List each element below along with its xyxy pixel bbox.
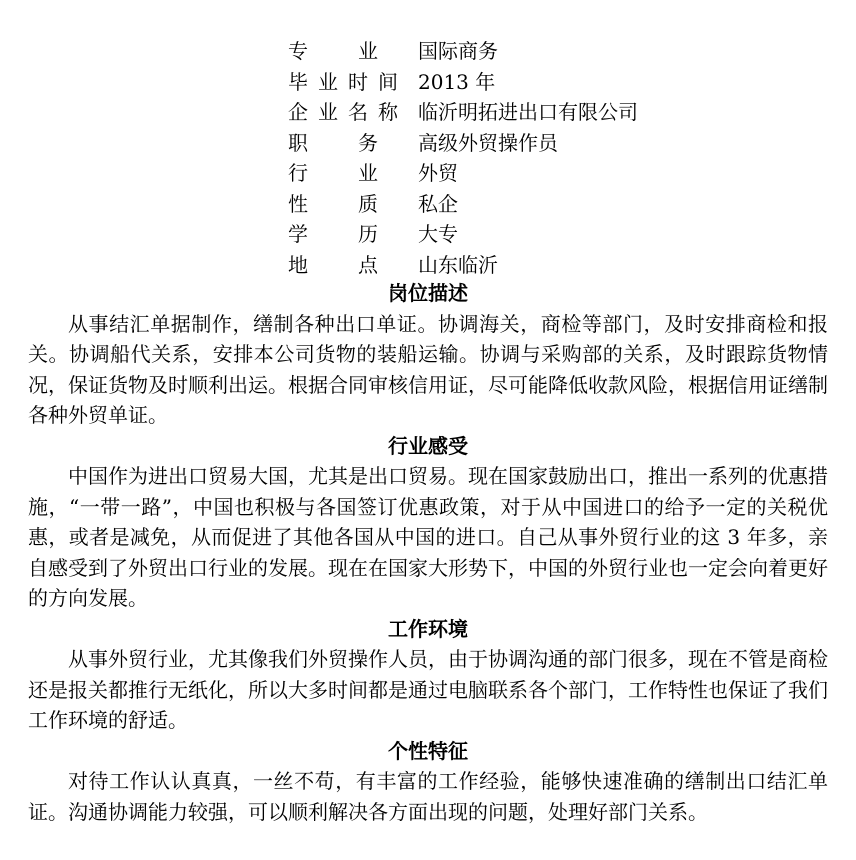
info-row-major (288, 36, 638, 67)
info-label: 专业 (288, 39, 378, 63)
info-row-position (288, 128, 638, 159)
info-row-graduation (288, 67, 638, 98)
document-body (28, 278, 828, 827)
section-paragraph: 从事外贸行业，尤其像我们外贸操作人员，由于协调沟通的部门很多，现在不管是商检还是报关都推行无纸化，所以大多时间都是通过电脑联系各个部门，工作特性也保证了我们工作环境的舒适。 (28, 647, 828, 732)
info-label: 企业名称 (288, 100, 398, 124)
info-label: 性质 (288, 191, 378, 216)
section-title: 个性特征 (388, 738, 468, 763)
info-value: 山东临沂 (418, 252, 498, 277)
section-industry-feelings (28, 431, 828, 614)
info-value: 高级外贸操作员 (418, 130, 558, 155)
info-label: 地点 (288, 252, 378, 277)
info-label: 行业 (288, 161, 378, 185)
info-row-location (288, 250, 638, 281)
section-paragraph: 中国作为进出口贸易大国，尤其是出口贸易。现在国家鼓励出口，推出一系列的优惠措施，“一带一路”，中国也积极与各国签订优惠政策，对于从中国进口的给予一定的关税优惠，或者是减免，从而促进了其他各国从中国的进口。自己从事外贸行业的这 3 年多，亲自感受到了外贸出口行业的发展。现在在国家大形势下，中国的外贸行业也一定会向着更好的方向发展。 (28, 464, 828, 610)
profile-info-table (288, 36, 638, 280)
info-value: 国际商务 (418, 39, 498, 63)
section-work-environment (28, 614, 828, 736)
section-personality (28, 736, 828, 828)
info-value: 私企 (418, 191, 458, 216)
info-label: 毕业时间 (288, 69, 398, 94)
info-value: 外贸 (418, 161, 458, 185)
section-title: 工作环境 (388, 616, 468, 641)
section-paragraph: 对待工作认认真真，一丝不苟，有丰富的工作经验，能够快速准确的缮制出口结汇单证。沟通协调能力较强，可以顺利解决各方面出现的问题，处理好部门关系。 (28, 769, 828, 824)
section-title: 岗位描述 (388, 281, 468, 305)
section-job-description (28, 278, 828, 431)
section-paragraph: 从事结汇单据制作，缮制各种出口单证。协调海关，商检等部门，及时安排商检和报关。协调船代关系，安排本公司货物的装船运输。协调与采购部的关系，及时跟踪货物情况，保证货物及时顺利出运。根据合同审核信用证，尽可能降低收款风险，根据信用证缮制各种外贸单证。 (28, 311, 828, 427)
info-row-nature (288, 189, 638, 220)
section-title: 行业感受 (388, 433, 468, 458)
info-value: 2013 年 (418, 69, 496, 94)
info-row-education (288, 219, 638, 250)
info-row-industry (288, 158, 638, 189)
info-label: 学历 (288, 222, 378, 246)
info-row-company (288, 97, 638, 128)
info-label: 职务 (288, 130, 378, 155)
info-value: 大专 (418, 222, 458, 246)
info-value: 临沂明拓进出口有限公司 (418, 100, 638, 124)
